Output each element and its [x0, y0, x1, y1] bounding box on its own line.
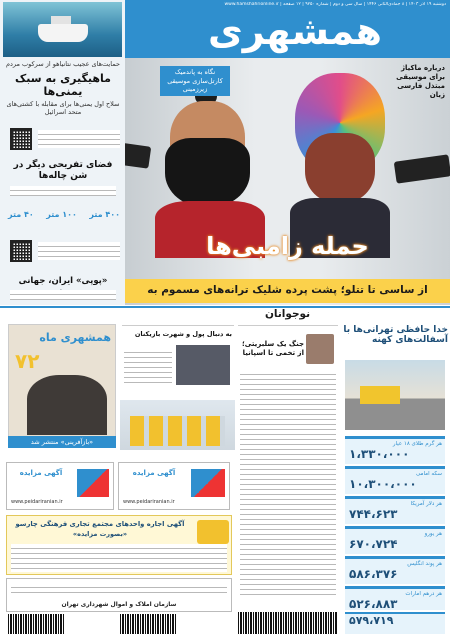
team-photo[interactable] [120, 400, 235, 450]
ad3-title: آگهی اجاره واحدهای مجتمع تجاری فرهنگی چارسو [15, 520, 185, 528]
col3-header [122, 312, 234, 326]
price-usd [345, 496, 445, 524]
ad-badge-shape [197, 520, 229, 544]
cover-people-shape [27, 375, 107, 435]
ad-auction-left[interactable] [6, 462, 114, 510]
pistol-right-shape [394, 154, 450, 183]
magazine-issue: ۷۲ [15, 349, 40, 373]
paving-machine-photo[interactable] [345, 360, 445, 430]
price-value: ۵۲۶،۸۸۳ [349, 597, 398, 611]
price-gbp [345, 556, 445, 584]
stat-1: ۴۰۰ متر [89, 210, 120, 219]
story2-extra-lines [38, 242, 120, 260]
magazine-cover[interactable] [8, 324, 116, 448]
zombie-face-shape [305, 133, 375, 203]
pistol-left-shape [125, 139, 151, 168]
dateline: دوشنبه ۱۹ آذر ۱۴۰۳ | ۸ جمادی‌الثانی ۱۴۴۶ | سال سی و دوم | شماره ۹۲۵۰ | ۱۲ صفحه | www.hamshahrionline.ir [224, 2, 446, 7]
story1-kicker: حمایت‌های عجیب نتانیاهو از سرکوب مردم [5, 60, 121, 68]
price-label: هر یورو [424, 531, 442, 537]
col3-title[interactable]: به دنبال پول و شهرت بازیکنان [134, 330, 232, 338]
price-try [345, 612, 445, 634]
magazine-label: همشهری ماه [39, 331, 111, 344]
barcode-middle [238, 612, 338, 634]
story3-title[interactable]: «پوپی» ایران، جهانی [18, 276, 108, 286]
qr-code-1[interactable] [10, 128, 32, 150]
stat-2: ۱۰۰ متر [46, 210, 77, 219]
magazine-caption[interactable]: «بازآفرینی» منتشر شد [8, 436, 116, 448]
price-eur [345, 526, 445, 554]
stats-row [8, 210, 120, 234]
machine-body-shape [360, 386, 400, 404]
hero-subline[interactable]: از ساسی تا تتلو؛ پشت پرده شلیک ترانه‌های مسموم به نوجوانان [147, 284, 428, 320]
masthead [125, 0, 450, 58]
beard-shape [165, 138, 250, 208]
col1-title[interactable]: خدا حافظی تهرانی‌ها با آسفالت‌های کهنه [343, 325, 448, 345]
barcode-center [120, 614, 176, 634]
ship-photo[interactable] [3, 2, 122, 57]
story2-title[interactable]: فضای تفریحی دیگر در شن چاله‌ها [13, 160, 113, 181]
ad3-sub: «بصورت مزایده» [72, 530, 128, 538]
ad-municipal[interactable] [6, 578, 232, 612]
newspaper-logo[interactable]: همشهری [207, 9, 383, 53]
story1-text: سلاح اول یمنی‌ها برای مقابله با کشتی‌های متحد اسرائیل [6, 100, 120, 116]
price-value: ۶۷۰،۷۲۴ [349, 537, 398, 551]
ad4-title: سازمان املاک و اموال شهرداری تهران [61, 601, 177, 608]
col3-body-lines [124, 348, 172, 384]
section-divider [0, 306, 450, 308]
price-value: ۵۸۶،۳۷۶ [349, 567, 398, 581]
ad-logo-shape [77, 469, 109, 497]
qr-code-2[interactable] [10, 240, 32, 262]
price-value: ۷۴۴،۶۲۳ [349, 507, 398, 521]
ad4-body-lines [11, 583, 227, 597]
caricature-right [285, 73, 395, 258]
ad-logo-shape [191, 469, 225, 497]
ad3-body-lines [11, 544, 227, 572]
story3-body-lines [10, 290, 116, 300]
story1-title[interactable]: ماهیگیری به سبک یمنی‌ها [15, 72, 111, 98]
col2-title[interactable]: جنگ یک سلبریتی؛ از تخمی تا اسپانیا [241, 340, 304, 357]
story2-body-lines [10, 186, 116, 196]
hero-headline[interactable]: حمله زامبی‌ها [206, 232, 369, 260]
price-label: هر پوند انگلیس [407, 561, 442, 567]
price-coin [345, 466, 445, 494]
players-shape [130, 416, 225, 446]
ad2-title: آگهی مزایده [132, 469, 176, 477]
stat-3: ۴۰ متر [8, 210, 34, 219]
story1-body-lines [38, 130, 120, 148]
col2-body-lines [240, 370, 336, 598]
price-value: ۱،۳۳۰،۰۰۰ [349, 447, 410, 461]
ship-hull-shape [38, 24, 88, 42]
ad1-site: www.peidariranian.ir [11, 499, 63, 505]
price-label: هر گرم طلای ۱۸ عیار [392, 441, 442, 447]
ad-auction-right[interactable] [118, 462, 230, 510]
price-label: سکه امامی [415, 471, 442, 477]
person-photo[interactable] [176, 345, 230, 385]
author-photo[interactable] [306, 334, 334, 364]
price-label: هر درهم امارات [405, 591, 442, 597]
price-value: ۱۰،۳۰۰،۰۰۰ [349, 477, 417, 491]
barcode-left [8, 614, 64, 634]
col2-header [238, 312, 338, 326]
ad-rental[interactable] [6, 515, 232, 575]
price-label: هر دلار آمریکا [410, 501, 442, 507]
price-aed [345, 586, 445, 610]
hero-side-note[interactable]: درباره ماکیاژ برای موسیقی مبتذل فارسی زبان [396, 64, 445, 99]
ad2-site: www.peidariranian.ir [123, 499, 175, 505]
price-value: ۵۷۹،۷۱۹ [349, 614, 394, 627]
hero-tag[interactable]: نگاه به پاندمیک کارتل‌سازی موسیقی زیرزمینی [160, 66, 230, 96]
ad1-title: آگهی مزایده [19, 469, 63, 477]
price-gold [345, 436, 445, 464]
